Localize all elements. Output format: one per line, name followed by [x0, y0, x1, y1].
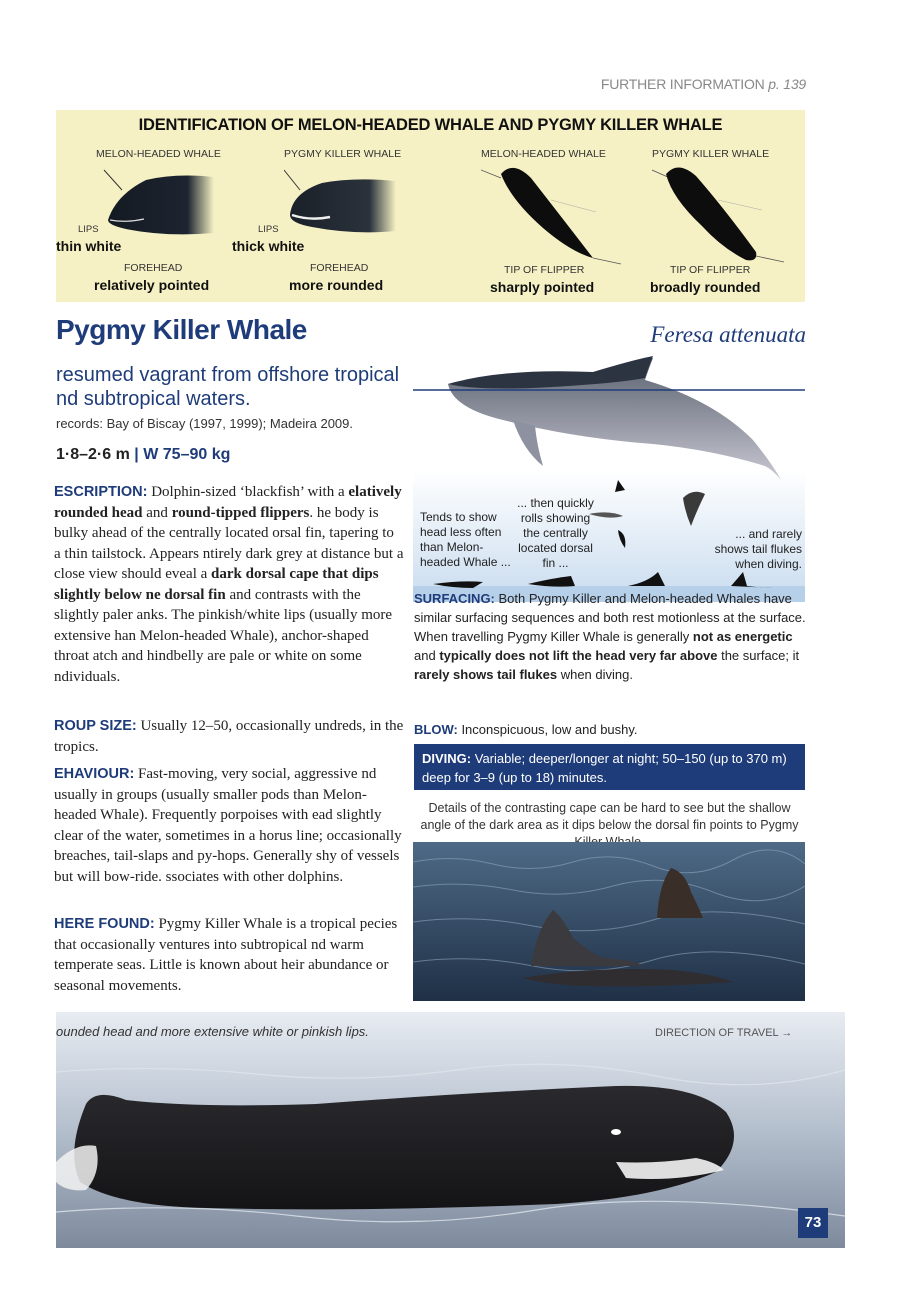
surfacing-text-a: Both Pygmy Killer and Melon-headed Whales have similar surfacing sequences and both rest motionless at the surface. When travelling Pygmy Killer Whale is generally [414, 591, 806, 644]
arrow-right-icon: → [781, 1027, 793, 1039]
description-text-a: Dolphin-sized ‘blackfish’ with a [151, 484, 345, 500]
size-line [56, 446, 230, 464]
identification-title: IDENTIFICATION OF MELON-HEADED WHALE AND PYGMY KILLER WHALE [138, 116, 723, 134]
surfacing-bold-d: typically does not lift the head very far above [439, 648, 718, 663]
group-size-heading: ROUP SIZE: [54, 718, 137, 734]
species-name: Pygmy Killer Whale [56, 314, 307, 345]
surfacing-bold-f: rarely shows tail flukes [414, 667, 558, 682]
col2-forehead-label: FOREHEAD [310, 262, 369, 274]
description-text-e: . he body is bulky ahead of the centrally located orsal fin, tapering to a thin tailstock. Appears ntirely dark grey at distance but a close view should eveal a [54, 504, 404, 582]
identification-panel [56, 110, 805, 302]
description-heading: ESCRIPTION: [54, 484, 148, 500]
where-found-text: Pygmy Killer Whale is a tropical pecies that occasionally ventures into subtropical nd warm temperate seas. Little is known about heir abundance or seasonal movements. [54, 916, 398, 994]
col4-flipper-value: broadly rounded [650, 279, 761, 295]
pygmy-killer-head-illustration [284, 165, 414, 240]
further-info-label: FURTHER INFORMATION [600, 76, 765, 92]
col4-flipper-label: TIP OF FLIPPER [670, 264, 751, 276]
group-size-section [54, 716, 404, 757]
status-text [56, 363, 406, 411]
description-text-g: and contrasts with the slightly paler anks. The pinkish/white lips (usually more extensive han Melon-headed Whale), anchor-shaped throat atch and hindbelly are pale or white on some ndividuals. [54, 586, 393, 685]
diving-text: Variable; deeper/longer at night; 50–150 (up to 370 m) deep for 3–9 (up to 18) minutes. [422, 751, 787, 785]
further-info-page: p. 139 [768, 76, 806, 92]
photo-caption: Details of the contrasting cape can be hard to see but the shallow angle of the dark area as it dips below the dorsal fin points to Pygmy [420, 801, 799, 832]
col2-species-name: PYGMY KILLER WHALE [284, 148, 402, 160]
length-value: 1·8–2·6 m [56, 446, 130, 463]
col4-species-name: PYGMY KILLER WHALE [652, 148, 770, 160]
surfacing-bold-b: not as energetic [692, 629, 793, 644]
surfacing-text-e: the surface; it [721, 648, 800, 663]
blow-heading: BLOW: [414, 722, 458, 737]
status-line-2: nd subtropical waters. [56, 388, 251, 410]
description-bold-b: elatively rounded head [54, 484, 402, 521]
pygmy-killer-flipper-illustration [652, 160, 802, 275]
col1-forehead-label: FOREHEAD [124, 262, 183, 274]
size-separator: | [134, 446, 139, 463]
col3-flipper-label: TIP OF FLIPPER [504, 264, 585, 276]
behaviour-text: Fast-moving, very social, aggressive nd usually in groups (usually smaller pods than Melon-headed Whale). Frequently porpoises with ead slightly clear of the water, sometimes in a horus line; occasionally breaches, tail-slaps and py-hops. Generally shy of vessels but will bow-ride. ssociates with other dolphins. [54, 766, 402, 885]
description-bold-f: dark dorsal cape that dips slightly below ne dorsal fin [54, 566, 379, 603]
col3-species-name: MELON-HEADED WHALE [481, 148, 606, 160]
further-info-ref [601, 76, 806, 92]
description-bold-d: round-tipped flippers [171, 504, 310, 521]
whale-head-photo [56, 1012, 845, 1248]
direction-of-travel [655, 1027, 792, 1039]
bottom-photo-caption: ounded head and more extensive white or pinkish lips. [56, 1024, 369, 1039]
diving-heading: DIVING: [422, 751, 472, 766]
weight-value: W 75–90 kg [143, 446, 231, 463]
where-found-section [54, 914, 404, 996]
direction-label: DIRECTION OF TRAVEL [655, 1027, 779, 1039]
surfacing-text-c: and [414, 648, 436, 663]
page-number: 73 [798, 1208, 828, 1238]
scientific-name: Feresa attenuata [650, 322, 806, 347]
diving-box [414, 744, 805, 790]
dorsal-fin-photo [413, 842, 805, 1001]
melon-headed-flipper-illustration [481, 160, 631, 275]
melon-headed-head-illustration [96, 165, 226, 240]
behaviour-heading: EHAVIOUR: [54, 766, 135, 782]
col1-lips-value: thin white [56, 238, 122, 254]
surfacing-text-g: when diving. [560, 667, 633, 682]
behaviour-section [54, 764, 404, 887]
col1-forehead-value: relatively pointed [94, 277, 210, 293]
surfacing-note-2: ... then quickly rolls showing the centrally located dorsal fin ... [517, 496, 594, 570]
col1-lips-label: LIPS [78, 224, 99, 235]
col1-species-name: MELON-HEADED WHALE [96, 148, 221, 160]
col2-forehead-value: more rounded [289, 277, 384, 293]
group-size-text: Usually 12–50, occasionally undreds, in the tropics. [54, 718, 404, 755]
blow-text: Inconspicuous, low and bushy. [461, 722, 638, 737]
col2-lips-label: LIPS [258, 224, 279, 235]
blow-section [414, 722, 638, 737]
description-section [54, 482, 404, 687]
where-found-heading: HERE FOUND: [54, 916, 155, 932]
surfacing-note-1: Tends to show head less often than Melon-headed Whale ... [420, 510, 511, 569]
status-line-1: resumed vagrant from offshore tropical [56, 364, 400, 386]
description-text-c: and [146, 504, 168, 521]
records-text: records: Bay of Biscay (1997, 1999); Madeira 2009. [56, 416, 353, 431]
surfacing-note-3: ... and rarely shows tail flukes when diving. [714, 527, 802, 571]
col2-lips-value: thick white [232, 238, 305, 254]
surfacing-heading: SURFACING: [414, 591, 495, 606]
surfacing-section [414, 589, 806, 684]
col3-flipper-value: sharply pointed [490, 279, 595, 295]
